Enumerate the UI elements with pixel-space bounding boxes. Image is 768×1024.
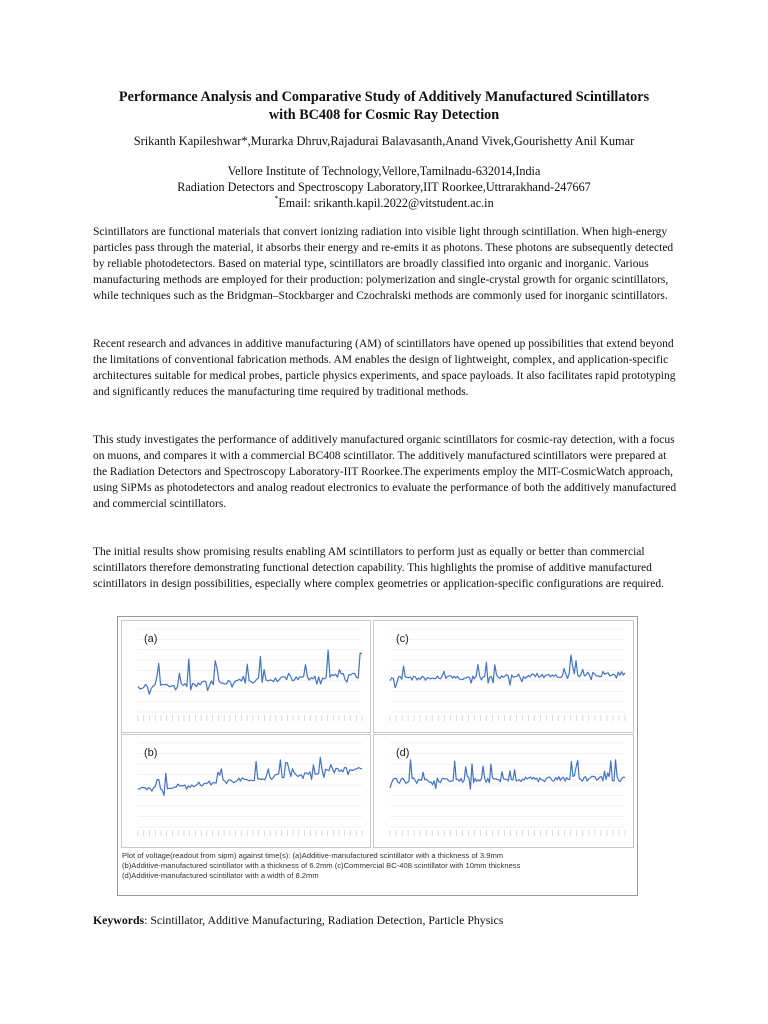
chart-b	[122, 735, 370, 847]
chart-panel-c	[373, 620, 634, 733]
affiliations	[40, 163, 728, 211]
title-line-1: Performance Analysis and Comparative Study of Additively Manufactured Scintillators	[118, 89, 650, 105]
caption-line-2: (b)Additive-manufactured scintillator with a thickness of 6.2mm (c)Commercial BC-408 scintillator with 10mm thickness	[122, 861, 521, 870]
caption-line-3: (d)Additive-manufactured scintillator with a width of 8.2mm	[122, 871, 319, 880]
email-mark: *	[274, 194, 279, 203]
affiliation-2: Radiation Detectors and Spectroscopy Laboratory,IIT Roorkee,Uttrarakhand-247667	[177, 180, 591, 194]
paragraph-study: This study investigates the performance of additively manufactured organic scintillators for cosmic-ray detection, with a focus on muons, and compares it with a commercial BC408 scintillator. The additively manufactured scintillators were prepared at the Radiation Detectors and Spectroscopy Laboratory-IIT Roorkee.The experiments employ the MIT-CosmicWatch approach, using SiPMs as photodetectors and analog readout electronics to evaluate the performance of both the additively manufactured and commercial scintillators.	[93, 434, 677, 510]
panel-label: (c)	[396, 633, 409, 645]
chart-panel-d	[373, 734, 634, 848]
chart-a	[122, 621, 370, 732]
paper-title	[60, 88, 708, 124]
authors: Srikanth Kapileshwar*,Murarka Dhruv,Rajadurai Balavasanth,Anand Vivek,Gourishetty Anil Kumar	[133, 134, 635, 148]
voltage-series-line	[138, 650, 362, 694]
email-address: Email: srikanth.kapil.2022@vitstudent.ac.in	[278, 196, 494, 210]
title-line-2: with BC408 for Cosmic Ray Detection	[268, 107, 500, 123]
caption-line-1: Plot of voltage(readout from sipm) against time(s): (a)Additive-manufactured scintillator with a thickness of 3.9mm	[122, 851, 504, 860]
paragraph-intro: Scintillators are functional materials that convert ionizing radiation into visible light through scintillation. When high-energy particles pass through the material, it absorbs their energy and re-emits it as photons. These photons are subsequently detected by reliable photodetectors. Based on material type, scintillators are broadly classified into organic and inorganic. Various manufacturing methods are employed for their production: polymerization and single-crystal growth for organic scintillators, while techniques such as the Bridgman–Stockbarger and Czochralski methods are commonly used for inorganic scintillators.	[93, 226, 674, 302]
affiliation-1: Vellore Institute of Technology,Vellore,Tamilnadu-632014,India	[227, 164, 541, 178]
voltage-series-line	[138, 757, 362, 795]
chart-panel-b	[121, 734, 371, 848]
chart-d	[374, 735, 633, 847]
panel-label: (d)	[396, 747, 410, 759]
paragraph-results: The initial results show promising results enabling AM scintillators to perform just as equally or better than commercial scintillators therefore demonstrating functional detection capability. This highlights the promise of additive manufactured scintillators in design possibilities, especially where complex geometries or application-specific configurations are required.	[93, 546, 664, 590]
keywords-label: Keywords	[93, 913, 145, 927]
chart-c	[374, 621, 633, 732]
chart-panel-a	[121, 620, 371, 733]
keywords	[93, 912, 503, 928]
panel-label: (b)	[144, 747, 158, 759]
figure-caption	[122, 851, 632, 881]
email-line	[40, 195, 728, 211]
panel-label: (a)	[144, 633, 158, 645]
keywords-text: : Scintillator, Additive Manufacturing, Radiation Detection, Particle Physics	[144, 913, 504, 927]
paragraph-am: Recent research and advances in additive manufacturing (AM) of scintillators have opened up possibilities that extend beyond the limitations of conventional fabrication methods. AM enables the design of lightweight, complex, and application-specific architectures suitable for medical probes, particle physics experiments, and space payloads. It also facilitates rapid prototyping and significantly reduces the manufacturing time required by traditional methods.	[93, 338, 676, 398]
